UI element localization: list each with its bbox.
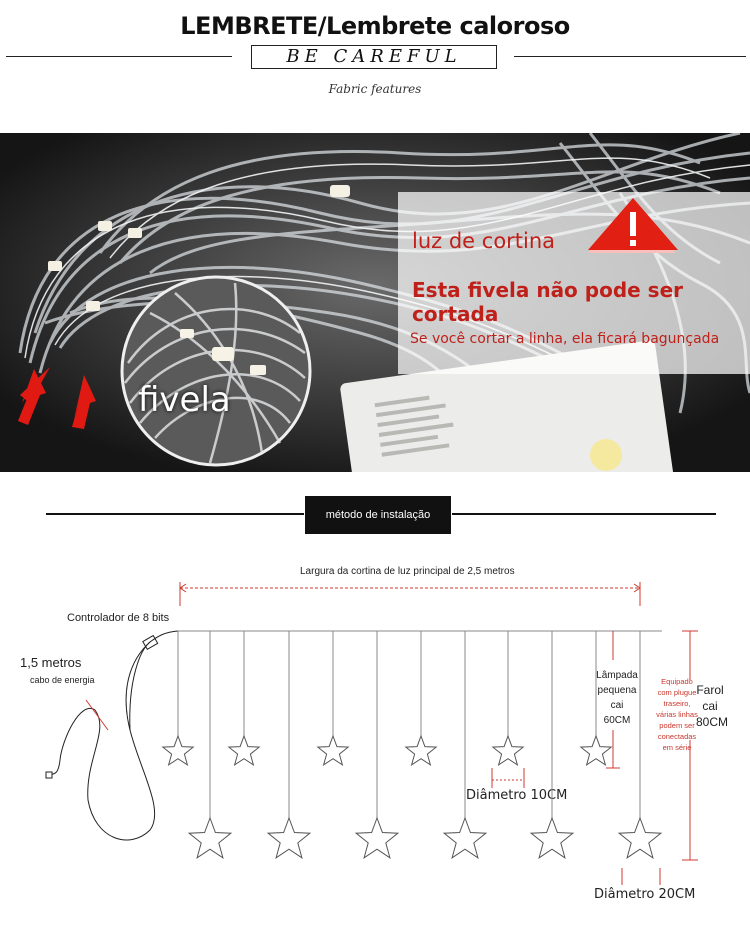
cable-length-label: 1,5 metros	[20, 655, 82, 670]
width-label: Largura da cortina de luz principal de 2,5 metros	[300, 566, 515, 577]
controller-label: Controlador de 8 bits	[67, 612, 170, 624]
header-rule-right	[514, 56, 746, 57]
warning-triangle-icon	[586, 196, 680, 254]
big-star-icon	[268, 818, 310, 858]
installation-diagram	[0, 540, 750, 940]
small-drop-label: Lâmpada pequena cai 60CM	[596, 670, 638, 726]
caution-line-1: luz de cortina	[412, 229, 556, 253]
small-star-icon	[318, 736, 348, 765]
big-star-icon	[356, 818, 398, 858]
section-title: método de instalação	[305, 496, 451, 534]
zoom-label: fivela	[138, 380, 231, 420]
small-star-icon	[581, 736, 611, 765]
small-star-icon	[163, 736, 193, 765]
big-diameter-label: Diâmetro 20CM	[594, 887, 696, 902]
small-star-icon	[229, 736, 259, 765]
cable-label: cabo de energia	[30, 675, 95, 685]
small-diameter-label: Diâmetro 10CM	[466, 788, 568, 803]
caution-line-3: Se você cortar a linha, ela ficará bagunçada	[410, 331, 720, 347]
small-star-icon	[406, 736, 436, 765]
big-star-icon	[444, 818, 486, 858]
page-title: LEMBRETE/Lembrete caloroso	[180, 12, 570, 40]
plug-note: Equipado com plugue traseiro, várias linhas podem ser conectadas em série	[656, 677, 698, 752]
section-rule-right	[452, 513, 716, 515]
big-star-icon	[189, 818, 231, 858]
big-star-icon	[531, 818, 573, 858]
big-drop-label: Farol cai 80CM	[696, 683, 729, 729]
header-rule-left	[6, 56, 232, 57]
fabric-tagline: Fabric features	[328, 82, 422, 96]
section-rule-left	[46, 513, 304, 515]
caution-line-2: Esta fivela não pode ser cortada	[412, 278, 683, 326]
small-star-icon	[493, 736, 523, 765]
be-careful-box: BE CAREFUL	[251, 45, 497, 69]
big-star-icon	[619, 818, 661, 858]
